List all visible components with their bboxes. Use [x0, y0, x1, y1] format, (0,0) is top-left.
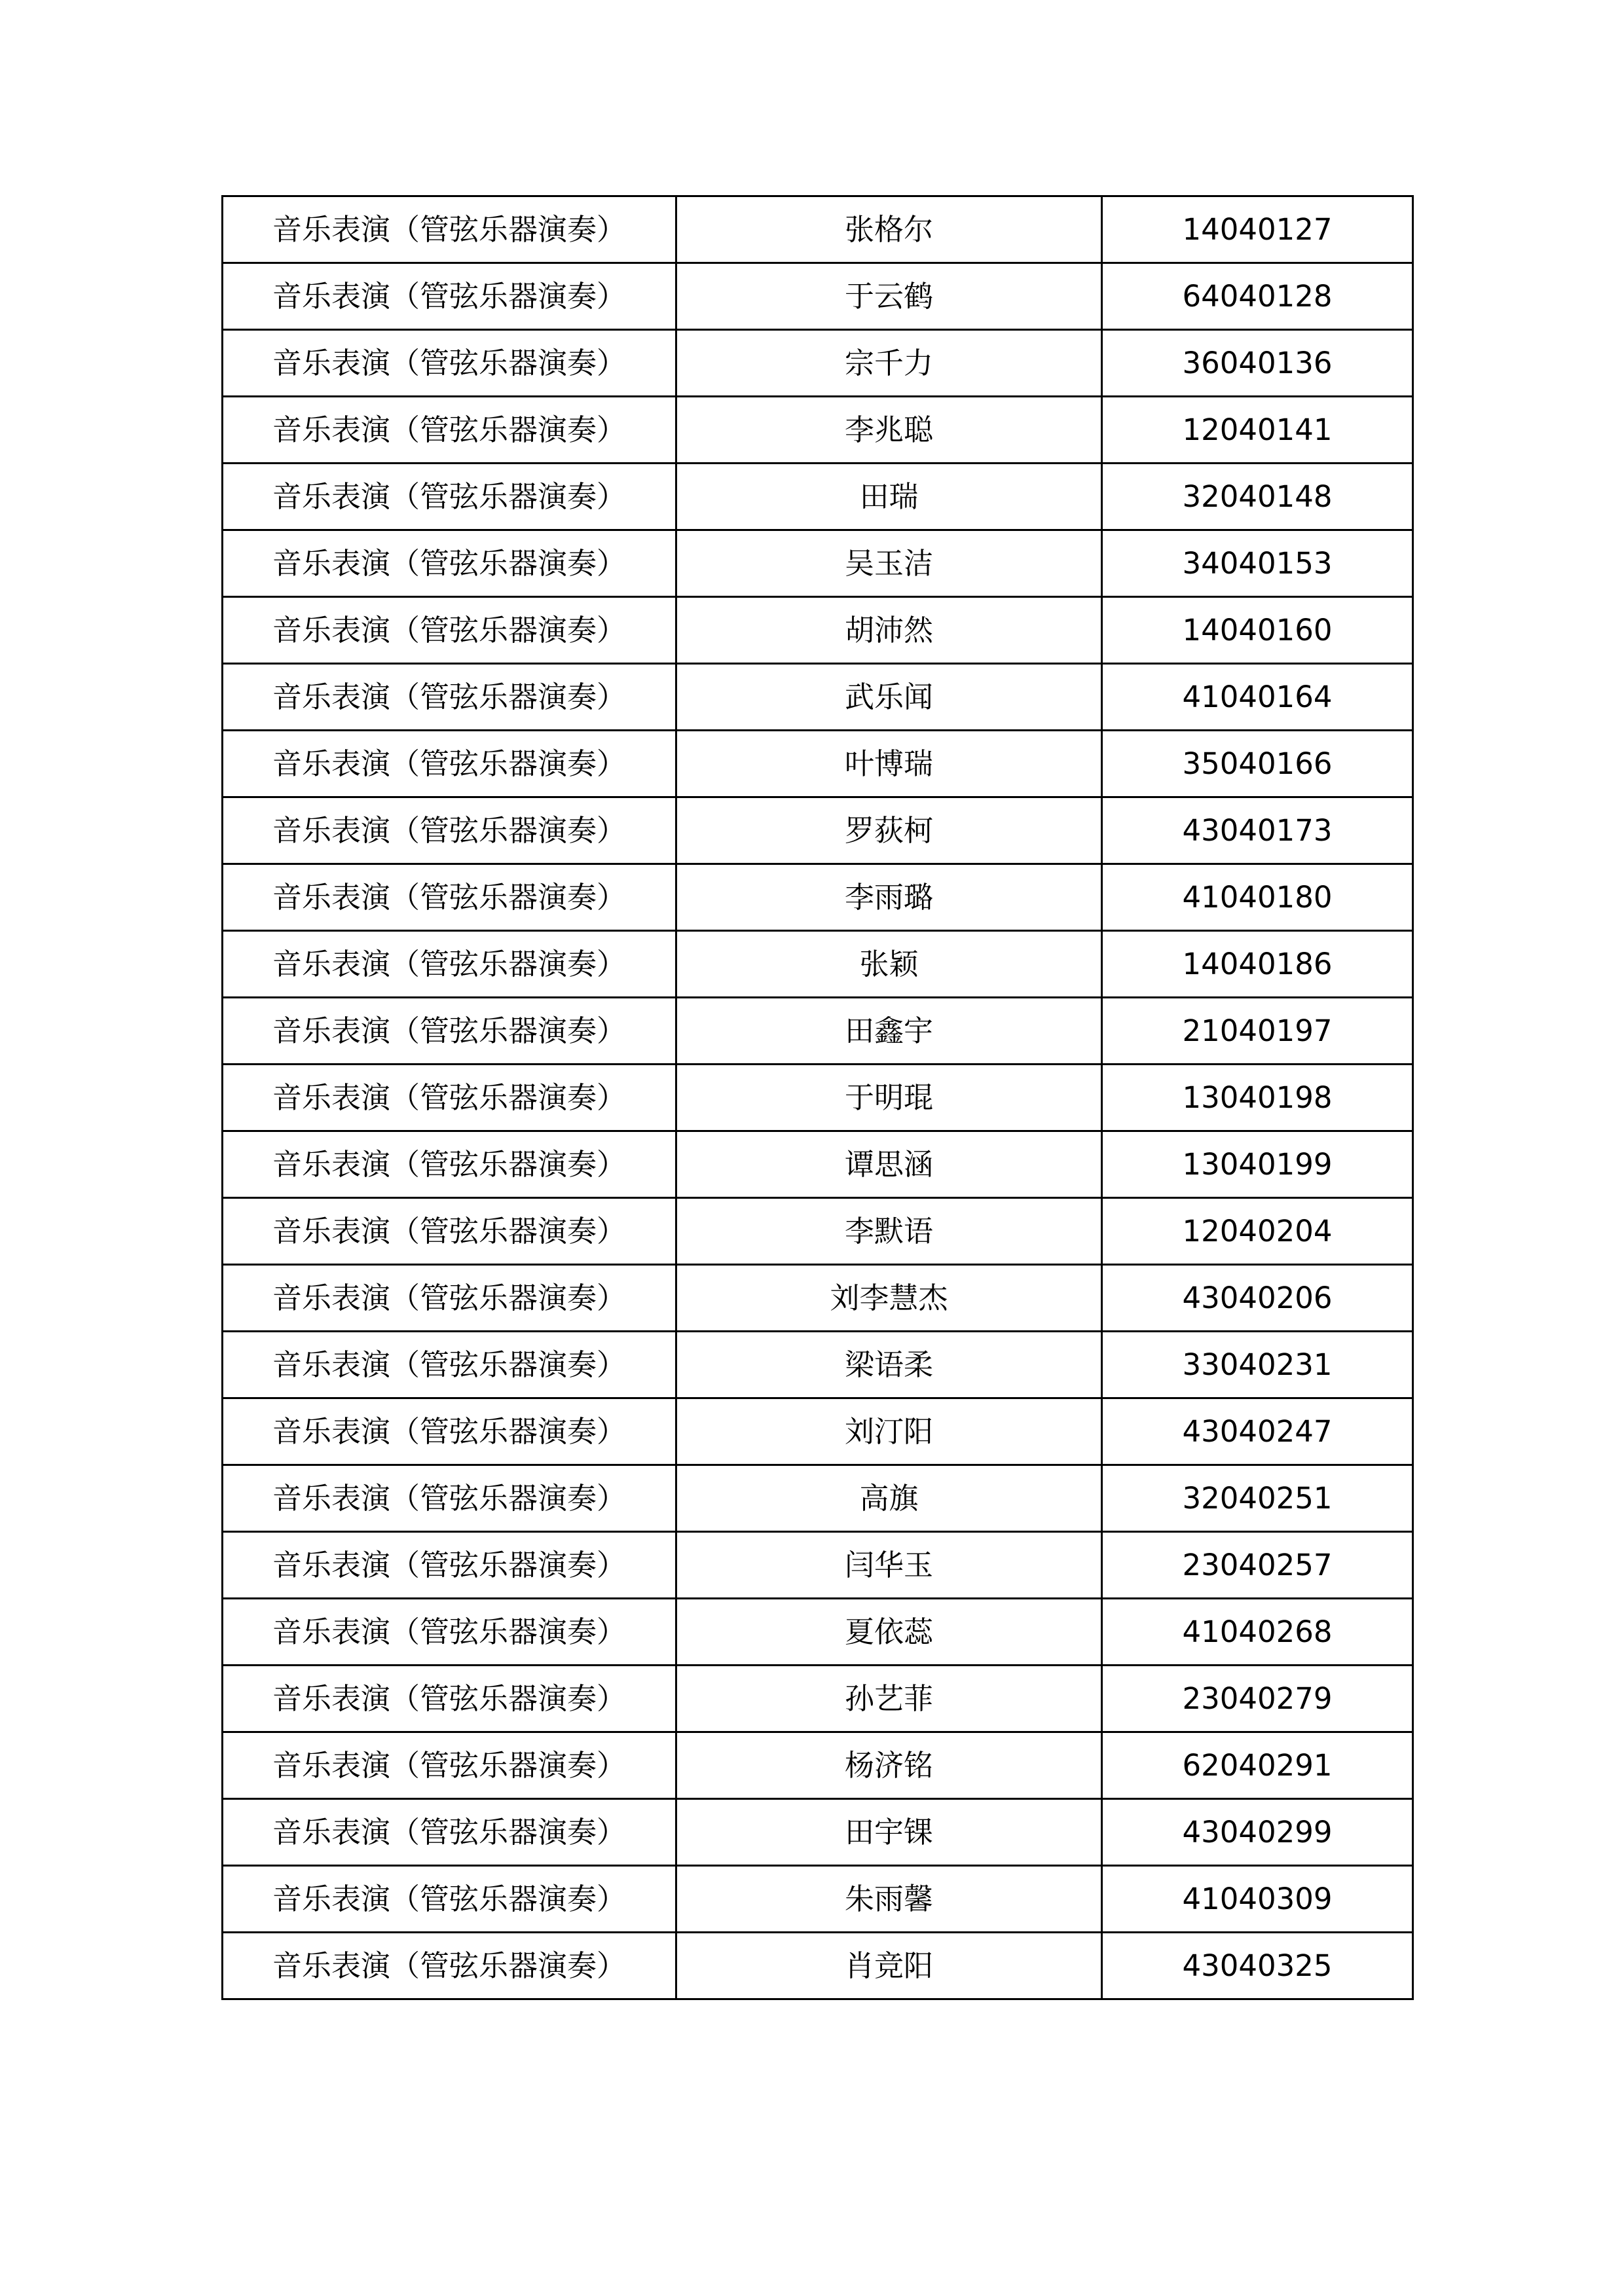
major-cell: 音乐表演（管弦乐器演奏） [223, 864, 676, 931]
name-cell: 于明琨 [676, 1065, 1102, 1131]
table-row [223, 1933, 1413, 1999]
table-row [223, 397, 1413, 464]
number-cell: 34040153 [1102, 530, 1413, 597]
name-cell: 于云鹤 [676, 263, 1102, 330]
major-cell: 音乐表演（管弦乐器演奏） [223, 530, 676, 597]
number-cell: 32040148 [1102, 464, 1413, 530]
number-cell: 21040197 [1102, 998, 1413, 1065]
name-cell: 李默语 [676, 1198, 1102, 1265]
major-cell: 音乐表演（管弦乐器演奏） [223, 1065, 676, 1131]
roster-table-body [223, 196, 1413, 1999]
name-cell: 高旗 [676, 1465, 1102, 1532]
name-cell: 张颖 [676, 931, 1102, 998]
major-cell: 音乐表演（管弦乐器演奏） [223, 196, 676, 263]
name-cell: 罗荻柯 [676, 797, 1102, 864]
table-row [223, 196, 1413, 263]
number-cell: 36040136 [1102, 330, 1413, 397]
major-cell: 音乐表演（管弦乐器演奏） [223, 1933, 676, 1999]
major-cell: 音乐表演（管弦乐器演奏） [223, 1398, 676, 1465]
table-row [223, 1332, 1413, 1398]
table-row [223, 1666, 1413, 1732]
number-cell: 43040206 [1102, 1265, 1413, 1332]
name-cell: 梁语柔 [676, 1332, 1102, 1398]
name-cell: 张格尔 [676, 196, 1102, 263]
table-row [223, 1599, 1413, 1666]
name-cell: 吴玉洁 [676, 530, 1102, 597]
name-cell: 田瑞 [676, 464, 1102, 530]
number-cell: 32040251 [1102, 1465, 1413, 1532]
number-cell: 41040309 [1102, 1866, 1413, 1933]
number-cell: 64040128 [1102, 263, 1413, 330]
number-cell: 23040257 [1102, 1532, 1413, 1599]
major-cell: 音乐表演（管弦乐器演奏） [223, 1198, 676, 1265]
number-cell: 23040279 [1102, 1666, 1413, 1732]
name-cell: 武乐闻 [676, 664, 1102, 731]
table-row [223, 1065, 1413, 1131]
table-row [223, 597, 1413, 664]
major-cell: 音乐表演（管弦乐器演奏） [223, 263, 676, 330]
table-row [223, 797, 1413, 864]
table-row [223, 464, 1413, 530]
name-cell: 肖竞阳 [676, 1933, 1102, 1999]
table-row [223, 664, 1413, 731]
number-cell: 12040141 [1102, 397, 1413, 464]
number-cell: 43040325 [1102, 1933, 1413, 1999]
name-cell: 孙艺菲 [676, 1666, 1102, 1732]
name-cell: 闫华玉 [676, 1532, 1102, 1599]
table-row [223, 1732, 1413, 1799]
major-cell: 音乐表演（管弦乐器演奏） [223, 397, 676, 464]
major-cell: 音乐表演（管弦乐器演奏） [223, 1265, 676, 1332]
major-cell: 音乐表演（管弦乐器演奏） [223, 664, 676, 731]
name-cell: 李兆聪 [676, 397, 1102, 464]
number-cell: 14040186 [1102, 931, 1413, 998]
table-row [223, 1532, 1413, 1599]
major-cell: 音乐表演（管弦乐器演奏） [223, 1532, 676, 1599]
table-row [223, 864, 1413, 931]
name-cell: 田鑫宇 [676, 998, 1102, 1065]
table-row [223, 530, 1413, 597]
name-cell: 宗千力 [676, 330, 1102, 397]
table-row [223, 1866, 1413, 1933]
table-row [223, 931, 1413, 998]
number-cell: 35040166 [1102, 731, 1413, 797]
major-cell: 音乐表演（管弦乐器演奏） [223, 1465, 676, 1532]
table-row [223, 263, 1413, 330]
table-row [223, 998, 1413, 1065]
major-cell: 音乐表演（管弦乐器演奏） [223, 1599, 676, 1666]
table-row [223, 1198, 1413, 1265]
name-cell: 叶博瑞 [676, 731, 1102, 797]
number-cell: 14040160 [1102, 597, 1413, 664]
table-row [223, 330, 1413, 397]
major-cell: 音乐表演（管弦乐器演奏） [223, 1131, 676, 1198]
major-cell: 音乐表演（管弦乐器演奏） [223, 797, 676, 864]
name-cell: 李雨璐 [676, 864, 1102, 931]
number-cell: 12040204 [1102, 1198, 1413, 1265]
major-cell: 音乐表演（管弦乐器演奏） [223, 464, 676, 530]
number-cell: 13040198 [1102, 1065, 1413, 1131]
name-cell: 夏依蕊 [676, 1599, 1102, 1666]
number-cell: 62040291 [1102, 1732, 1413, 1799]
major-cell: 音乐表演（管弦乐器演奏） [223, 330, 676, 397]
name-cell: 田宇锞 [676, 1799, 1102, 1866]
major-cell: 音乐表演（管弦乐器演奏） [223, 931, 676, 998]
roster-table [221, 195, 1414, 2000]
major-cell: 音乐表演（管弦乐器演奏） [223, 597, 676, 664]
number-cell: 43040247 [1102, 1398, 1413, 1465]
major-cell: 音乐表演（管弦乐器演奏） [223, 1666, 676, 1732]
major-cell: 音乐表演（管弦乐器演奏） [223, 1866, 676, 1933]
major-cell: 音乐表演（管弦乐器演奏） [223, 1332, 676, 1398]
number-cell: 43040173 [1102, 797, 1413, 864]
table-row [223, 1799, 1413, 1866]
major-cell: 音乐表演（管弦乐器演奏） [223, 1799, 676, 1866]
major-cell: 音乐表演（管弦乐器演奏） [223, 1732, 676, 1799]
number-cell: 33040231 [1102, 1332, 1413, 1398]
number-cell: 14040127 [1102, 196, 1413, 263]
number-cell: 41040268 [1102, 1599, 1413, 1666]
name-cell: 刘李慧杰 [676, 1265, 1102, 1332]
major-cell: 音乐表演（管弦乐器演奏） [223, 731, 676, 797]
name-cell: 谭思涵 [676, 1131, 1102, 1198]
table-row [223, 1131, 1413, 1198]
major-cell: 音乐表演（管弦乐器演奏） [223, 998, 676, 1065]
number-cell: 41040180 [1102, 864, 1413, 931]
name-cell: 刘汀阳 [676, 1398, 1102, 1465]
name-cell: 朱雨馨 [676, 1866, 1102, 1933]
table-row [223, 1398, 1413, 1465]
number-cell: 43040299 [1102, 1799, 1413, 1866]
table-row [223, 731, 1413, 797]
table-row [223, 1265, 1413, 1332]
name-cell: 胡沛然 [676, 597, 1102, 664]
number-cell: 41040164 [1102, 664, 1413, 731]
table-row [223, 1465, 1413, 1532]
name-cell: 杨济铭 [676, 1732, 1102, 1799]
number-cell: 13040199 [1102, 1131, 1413, 1198]
